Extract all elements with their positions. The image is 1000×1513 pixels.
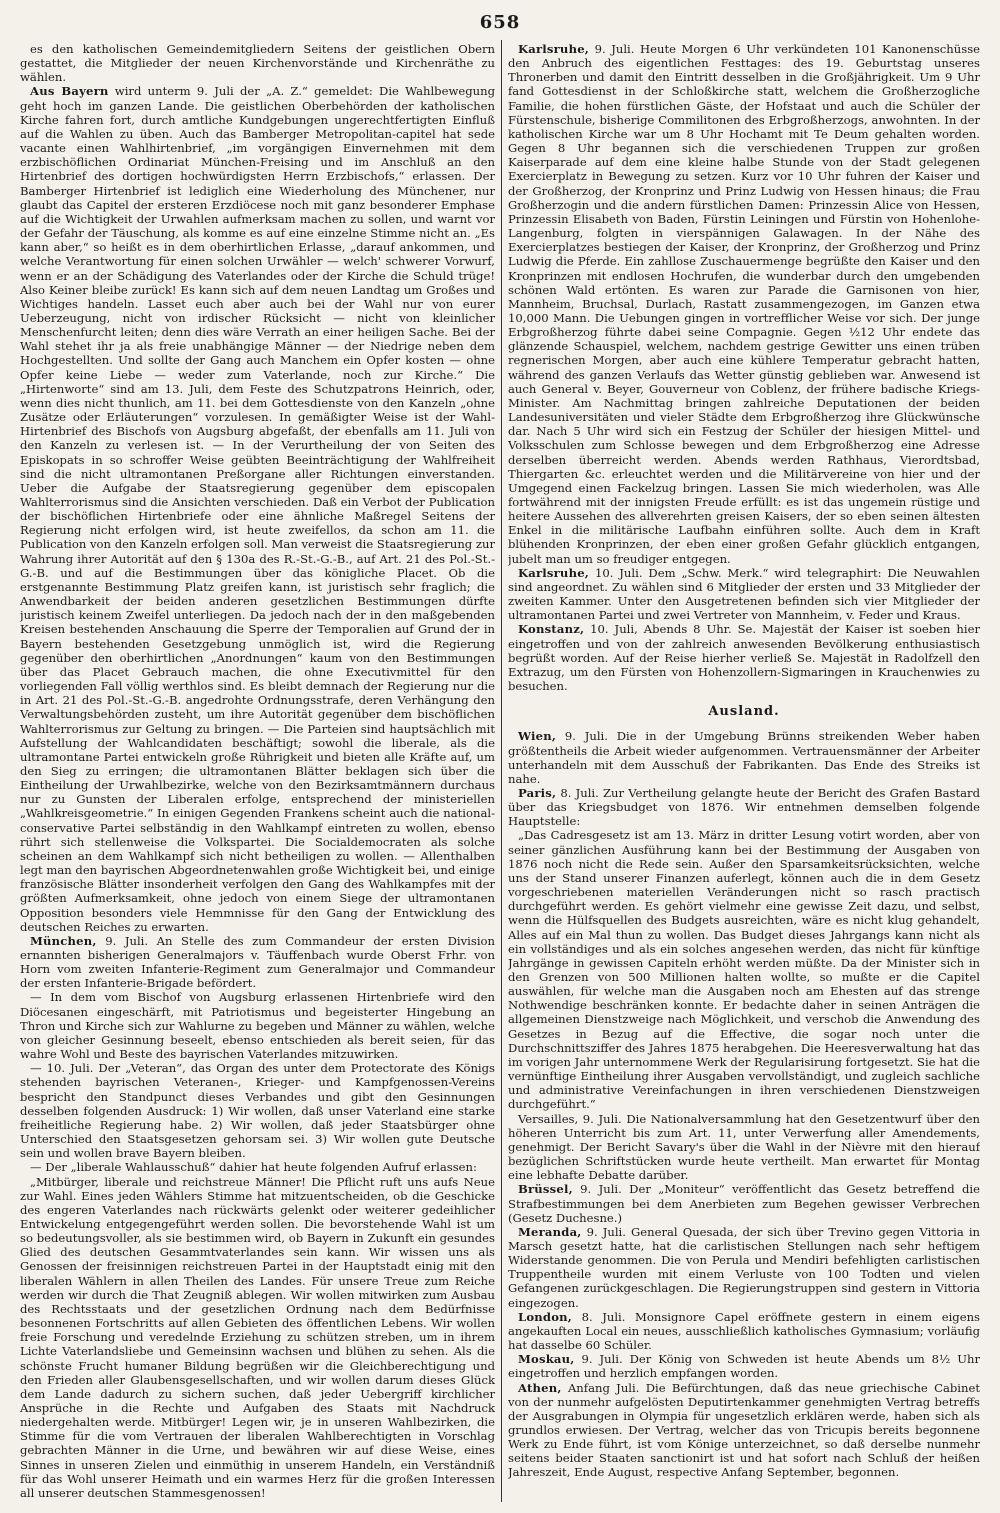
- article-paragraph: [20, 42, 495, 84]
- article-text: — 10. Juli. Der „Veteran“, das Organ des unter dem Protectorate des Königs stehenden bayrischen Veteranen-, Krieger- und Kampfgenossen-Vereins bespricht den Standpunct dieses Verbandes und gibt den Gesinnungen desselben folgenden Ausdruck: 1) Wir wollen, daß unser Vaterland eine starke freiheitliche Regierung habe. 2) Wir wollen, daß jeder Staatsbürger ohne Unterschied den Staatsgesetzen gehorsam sei. 3) Wir wollen gute Deutsche sein und wollen brave Bayern bleiben.: [20, 1061, 495, 1161]
- article-text: Versailles, 9. Juli. Die Nationalversammlung hat den Gesetzentwurf über den höheren Unterricht bis zum Art. 11, unter Verwerfung aller Amendements, genehmigt. Der Bericht Savary's über die Wahl in der Nièvre mit den hierauf bezüglichen Schriftstücken wurde heute vertheilt. Man erwartet für Montag eine lebhafte Debatte darüber.: [508, 1111, 980, 1183]
- article-dateline: Paris,: [518, 785, 557, 800]
- article-paragraph: [20, 934, 495, 991]
- article-paragraph: [508, 1381, 980, 1480]
- article-text: „Das Cadresgesetz ist am 13. März in dritter Lesung votirt worden, aber von seiner gänzlichen Ausführung kann bei der Bestimmung der Ausgaben von 1876 noch nicht die Rede sein. Außer den Sparsamkeitsrücksichten, welche uns der Stand unserer Finanzen auferlegt, können auch die in dem Gesetz vorgeschriebenen materiellen Veränderungen nicht so rasch practisch durchgeführt werden. Es gehört vielmehr eine gewisse Zeit dazu, und selbst, wenn die Hülfsquellen des Budgets ausreichten, wäre es nicht klug gehandelt, Alles auf ein Mal thun zu wollen. Das Budget dieses Jahrgangs kann nicht als ein vollständiges und als ein solches angesehen werden, das nicht für künftige Jahrgänge in gewissen Capiteln erhöht werden müßte. Da der Minister sich in den Grenzen von 500 Millionen halten wollte, so mußte er die Capitel auswählen, für welche man die Ausgaben noch am Ehesten auf das strenge Nothwendige beschränken konnte. Er bedachte daher in seinen Anträgen die allgemeinen Dienstzweige nach Möglichkeit, und verschob die Anwendung des Gesetzes in Bezug auf die Effective, die sogar noch unter die Durchschnittsziffer des Jahres 1875 herabgehen. Die Heeresverwaltung hat das im vorigen Jahr unternommene Werk der Regularisirung fortgesetzt. Sie hat die vernünftige Eintheilung ihrer Ausgaben vervollständigt, und zugleich sachliche und administrative Vereinfachungen in ihren verschiedenen Dienstzweigen durchgeführt.“: [508, 828, 980, 1112]
- page-number: 658: [479, 12, 521, 33]
- article-paragraph: [508, 1310, 980, 1352]
- article-paragraph: [20, 1160, 495, 1174]
- article-paragraph: [508, 729, 980, 786]
- article-text: — In dem vom Bischof von Augsburg erlassenen Hirtenbriefe wird den Diöcesanen eingeschärft, mit Patriotismus und begeisterter Hingebung an Thron und Kirche sich zur Wahlurne zu begeben und Männer zu wählen, welche von gleicher Gesinnung beseelt, ebenso entschieden als bereit seien, für das wahre Wohl und Beste des bayrischen Vaterlandes mitzuwirken.: [20, 990, 495, 1062]
- article-dateline: Moskau,: [518, 1352, 575, 1367]
- article-dateline: London,: [518, 1309, 573, 1324]
- article-text: 8. Juli. Zur Vertheilung gelangte heute der Bericht des Grafen Bastard über das Kriegsbudget von 1876. Wir entnehmen demselben folgende Hauptstelle:: [508, 785, 980, 829]
- article-text: es den katholischen Gemeindemitgliedern Seitens der geistlichen Obern gestattet, die Mitglieder der neuen Kirchenvorstände und Kirchenräthe zu wählen.: [20, 42, 495, 85]
- article-text: 9. Juli. Der König von Schweden ist heute Abends um 8½ Uhr eingetroffen und herzlich empfangen worden.: [508, 1352, 980, 1381]
- article-paragraph: [508, 1352, 980, 1380]
- article-paragraph: [20, 1175, 495, 1501]
- article-dateline: Karlsruhe,: [518, 42, 590, 56]
- article-dateline: Wien,: [518, 729, 557, 744]
- article-dateline: München,: [30, 933, 97, 948]
- article-dateline: Brüssel,: [518, 1182, 573, 1197]
- article-text: 8. Juli. Monsignore Capel eröffnete gestern in einem eigens angekauften Local ein neues, ausschließlich katholisches Gymnasium; vorläufig hat dasselbe 60 Schüler.: [508, 1309, 980, 1353]
- article-paragraph: [20, 1061, 495, 1160]
- article-text: wird unterm 9. Juli der „A. Z.“ gemeldet: Die Wahlbewegung geht hoch im ganzen Lande. Die geistlichen Oberbehörden der katholischen Kirche fahren fort, durch amtliche Kundgebungen ungerechtfertigten Einfluß auf die Wahlen zu üben. Auch das Bamberger Metropolitan-capitel hat sede vacante einen Wahlhirtenbrief, „im vorgängigen Einvernehmen mit dem erzbischöflichen Ordinariat München-Freising und im Anschluß an den Hirtenbrief des dortigen hochwürdigsten Herrn Erzbischofs,“ erlassen. Der Bamberger Hirtenbrief ist lediglich eine Wiederholung des Münchener, nur glaubt das Capitel der ersteren Erzdiöcese noch mit ganz besonderer Emphase auf die Wichtigkeit der Urwahlen aufmerksam machen zu sollen, und warnt vor der Gefahr der Täuschung, als komme es auf eine einzelne Stimme nicht an. „Es kann aber,“ so heißt es in dem oberhirtlichen Erlasse, „darauf ankommen, und welche Verantwortung für einen solchen Urwähler — welch' schwerer Vorwurf, wenn er an der Schädigung des Vaterlandes oder der Kirche die Schuld trüge! Also Keiner bleibe zurück! Es kann sich auf dem neuen Landtag um Großes und Wichtiges handeln. Lasset euch aber auch bei der Wahl nur von eurer Ueberzeugung, nicht von irdischer Rücksicht — nicht von kleinlicher Menschenfurcht leiten; denn dies wäre Verrath an einer heiligen Sache. Bei der Wahl stehet ihr ja als freie unabhängige Männer — der Niedrige neben dem Hochgestellten. Und sollte der Gang auch Manchem ein Opfer kosten — ohne Opfer keine Liebe — weder zum Vaterlande, noch zur Kirche.“ Die „Hirtenworte“ sind am 13. Juli, dem Feste des Schutzpatrons Heinrich, oder, wenn dies nicht thunlich, am 11. bei dem Gottesdienste von den Kanzeln „ohne Zusätze oder Erläuterungen“ vorzulesen. In gemäßigter Weise ist der Wahl-Hirtenbrief des Bischofs von Augsburg abgefaßt, der ebenfalls am 11. Juli von den Kanzeln zu verlesen ist. — In der Verurtheilung der von Seiten des Episkopats in so schroffer Weise geübten Beeinträchtigung der Wahlfreiheit sind die nicht ultramontanen Preßorgane aller Richtungen einverstanden. Ueber die Aufgabe der Staatsregierung gegenüber dem episcopalen Wahlterrorismus sind die Ansichten verschieden. Daß ein Verbot der Publication der bischöflichen Hirtenbriefe oder eine ähnliche Maßregel Seitens der Regierung nicht erfolgen wird, ist heute zweifellos, da schon am 11. die Publication von den Kanzeln erfolgen soll. Man verweist die Staatsregierung zur Wahrung ihrer Autorität auf den § 130a des R.-St.-G.-B., auf Art. 21 des Pol.-St.-G.-B. und auf die Bestimmungen über das königliche Placet. Ob die erstgenannte Bestimmung Platz greifen kann, ist juristisch sehr fraglich; die Anwendbarkeit der beiden anderen gesetzlichen Bestimmungen dürfte juristisch keinem Zweifel unterliegen. Da jedoch nach der in den maßgebenden Kreisen bestehenden Anschauung die Sperre der Temporalien auf Grund der in Bayern bestehenden Gesetzgebung unmöglich ist, wird die Regierung gegenüber den oberhirtlichen „Anordnungen“ kaum von den Bestimmungen über das Placet Gebrauch machen, die ohne Executivmittel für den vorliegenden Fall völlig werthlos sind. Es bleibt demnach der Regierung nur die in Art. 21 des Pol.-St.-G.-B. angedrohte Ordnungsstrafe, deren Verhängung den Verwaltungsbehörden zusteht, um ihre Autorität gegenüber dem bischöflichen Wahlterrorismus zur Geltung zu bringen. — Die Parteien sind hauptsächlich mit Aufstellung der Wahlcandidaten beschäftigt; sowohl die liberale, als die ultramontane Partei entwickeln große Rührigkeit und bieten alle Kräfte auf, um den Sieg zu erringen; die ultramontanen Blätter beklagen sich über die Eintheilung der Urwahlbezirke, welche von den Bezirksamtmännern durchaus nur zu Gunsten der Liberalen erfolge, entsprechend der ministeriellen „Wahlkreisgeometrie.“ In einigen Gegenden Frankens scheint auch die national-conservative Partei selbständig in den Wahlkampf eintreten zu wollen, ebenso rührt sich stellenweise die Volkspartei. Die Socialdemocraten als solche scheinen an dem Wahlkampf sich nicht betheiligen zu wollen. — Allenthalben legt man den bayrischen Abgeordnetenwahlen große Wichtigkeit bei, und einige französische Blätter insonderheit verfolgen den Gang des Wahlkampfes mit der größten Aufmerksamkeit, ohne jedoch von einem Siege der ultramontanen Opposition besonders viele Hemmnisse für den Gang der Entwicklung des deutschen Reiches zu erwarten.: [20, 84, 495, 934]
- article-dateline: Aus Bayern: [30, 84, 109, 99]
- article-paragraph: [508, 1225, 980, 1310]
- article-dateline: Meranda,: [518, 1224, 582, 1239]
- article-text: 9. Juli. Heute Morgen 6 Uhr verkündeten 101 Kanonenschüsse den Anbruch des eigentlichen Festtages: des 19. Geburtstag unseres Thronerben und damit den Eintritt desselben in die Großjährigkeit. Um 9 Uhr fand Gottesdienst in der Schloßkirche statt, welchem die Großherzogliche Familie, die hohen fürstlichen Gäste, der Hofstaat und auch die Schüler der Fürstenschule, bisherige Commilitonen des Erbgroßherzogs, anwohnten. In der katholischen Kirche war um 8 Uhr Hochamt mit Te Deum gehalten worden. Gegen 8 Uhr begannen sich die verschiedenen Truppen zur großen Kaiserparade auf dem eine kleine halbe Stunde von der Stadt gelegenen Exercierplatz in Bewegung zu setzen. Kurz vor 10 Uhr fuhren der Kaiser und der Großherzog, der Kronprinz und Prinz Ludwig von Hessen hinaus; die Frau Großherzogin und die andern fürstlichen Damen: Prinzessin Alice von Hessen, Prinzessin Elisabeth von Baden, Fürstin Leiningen und Fürstin von Hohenlohe-Langenburg, folgten in vierspännigen Galawagen. In der Nähe des Exercierplatzes bestiegen der Kaiser, der Kronprinz, der Großherzog und Prinz Ludwig die Pferde. Ein zahllose Zuschauermenge begrüßte den Kaiser und den Kronprinzen mit endlosen Hochrufen, die wunderbar durch den umgebenden schönen Wald ertönten. Es waren zur Parade die Garnisonen von hier, Mannheim, Bruchsal, Durlach, Rastatt zusammengezogen, im Ganzen etwa 10,000 Mann. Die Uebungen gingen in vortrefflicher Weise vor sich. Der junge Erbgroßherzog führte dabei seine Compagnie. Gegen ½12 Uhr endete das glänzende Schauspiel, welchem, nachdem gestrige Gewitter uns einen trüben regnerischen Morgen, aber auch eine kühlere Temperatur gebracht hatten, während des ganzen Verlaufs das Wetter günstig geblieben war. Anwesend ist auch General v. Beyer, Gouverneur von Coblenz, der frühere badische Kriegs-Minister. Am Nachmittag bringen zahlreiche Deputationen der beiden Landesuniversitäten und vieler Städte dem Erbgroßherzog ihre Glückwünsche dar. Nach 5 Uhr wird sich ein Festzug der Schüler der hiesigen Mittel- und Volksschulen zum Schlosse bewegen und dem Erbgroßherzog eine Adresse derselben überreicht werden. Abends werden Rathhaus, Vierordtsbad, Thiergarten &c. erleuchtet werden und die Militärvereine von hier und der Umgegend einen Fackelzug bringen. Lassen Sie mich wiederholen, was Alle fortwährend mit der innigsten Freude erfüllt: es ist das ungemein rüstige und heitere Aussehen des allverehrten greisen Kaisers, der so eben seinen ältesten Enkel in die militärische Laufbahn einführen sollte. Auch dem in Kraft blühenden Kronprinzen, der eben einer großen Gefahr glücklich entgangen, jubelt man um so freudiger entgegen.: [508, 42, 980, 566]
- article-paragraph: [508, 1182, 980, 1224]
- article-text: 10. Juli. Dem „Schw. Merk.“ wird telegraphirt: Die Neuwahlen sind angeordnet. Zu wählen sind 6 Mitglieder der ersten und 33 Mitglieder der zweiten Kammer. Unter den Ausgetretenen befinden sich vier Mitglieder der ultramontanen Partei und zwei Vertreter von Mannheim, v. Feder und Kraus.: [508, 565, 980, 623]
- article-paragraph: [508, 1112, 980, 1183]
- left-column: [20, 42, 495, 1502]
- article-paragraph: [20, 84, 495, 933]
- article-text: „Mitbürger, liberale und reichstreue Männer! Die Pflicht ruft uns aufs Neue zur Wahl. Eines jeden Wählers Stimme hat mitzuentscheiden, ob die Geschicke des engeren Vaterlandes nach rückwärts gelenkt oder weiterer gedeihlicher Entwickelung entgegengeführt werden sollen. Die bevorstehende Wahl ist um so bedeutungsvoller, als sie bestimmen wird, ob Bayern in Zukunft ein gesundes Glied des deutschen Gesammtvaterlandes sein kann. Wir wissen uns als Genossen der freisinnigen reichstreuen Partei in der Hauptstadt einig mit den liberalen Wählern in allen Theilen des Landes. Für unsere Treue zum Reiche werden wir durch die That Zeugniß ablegen. Wir wollen mitwirken zum Ausbau des Rechtsstaats und der gesetzlichen Ordnung nach dem Bedürfnisse besonnenen Fortschritts auf allen Gebieten des öffentlichen Lebens. Wir wollen freie Forschung und veredelnde Erziehung zu schützen streben, um in ihrem Lichte Vaterlandsliebe und Gemeinsinn wachsen und blühen zu sehen. Als die schönste Frucht humaner Bildung begrüßen wir die Gleichberechtigung und den Frieden aller Glaubensgesellschaften, und wir wollen darum dieses Glück dem Lande dadurch zu sichern suchen, daß jeder Uebergriff kirchlicher Ansprüche in die Rechte und Aufgaben des Staats mit Nachdruck niedergehalten werde. Mitbürger! Legen wir, je in unseren Wahlbezirken, die Stimme für die vom Vertrauen der liberalen Wahlberechtigten in Vorschlag gebrachten Männer in die Urne, und bewähren wir auf diese Weise, eines Sinnes in unseren Zielen und einmüthig in unserem Handeln, ein Verständniß für das Wohl unserer Heimath und ein warmes Herz für die großen Interessen all unserer deutschen Stammesgenossen!: [20, 1174, 495, 1500]
- article-paragraph: [508, 622, 980, 693]
- article-paragraph: [508, 566, 980, 623]
- article-text: — Der „liberale Wahlausschuß“ dahier hat heute folgenden Aufruf erlassen:: [30, 1160, 477, 1175]
- article-paragraph: [508, 42, 980, 566]
- article-dateline: Athen,: [518, 1380, 562, 1395]
- article-paragraph: [508, 828, 980, 1111]
- article-text: 9. Juli. Der „Moniteur“ veröffentlicht das Gesetz betreffend die Strafbestimmungen bei dem Anerbieten zum Begehen gewisser Verbrechen (Gesetz Duchesne.): [508, 1182, 980, 1225]
- column-divider: [501, 40, 502, 1502]
- article-paragraph: [20, 990, 495, 1061]
- section-title: Ausland.: [708, 704, 780, 720]
- article-text: 10. Juli, Abends 8 Uhr. Se. Majestät der Kaiser ist soeben hier eingetroffen und von der zahlreich anwesenden Bevölkerung enthusiastisch begrüßt worden. Auf der Reise hierher verließ Se. Majestät in Radolfzell den Extrazug, um den Fürsten von Hohenzollern-Sigmaringen in Krauchenwies zu besuchen.: [508, 622, 980, 694]
- article-text: 9. Juli. Die in der Umgebung Brünns streikenden Weber haben größtentheils die Arbeit wieder aufgenommen. Vertrauensmänner der Arbeiter unterhandeln mit dem Ausschuß der Fabrikanten. Das Ende des Streiks ist nahe.: [508, 729, 980, 786]
- right-column: [508, 42, 980, 1502]
- article-text: 9. Juli. An Stelle des zum Commandeur der ersten Division ernannten bisherigen Generalmajors v. Täuffenbach wurde Oberst Frhr. von Horn vom zweiten Infanterie-Regiment zum Generalmajor und Commandeur der ersten Infanterie-Brigade befördert.: [20, 933, 495, 991]
- article-dateline: Karlsruhe,: [518, 565, 590, 580]
- article-paragraph: [508, 786, 980, 828]
- article-text: 9. Juli. General Quesada, der sich über Trevino gegen Vittoria in Marsch gesetzt hatte, hat die carlistischen Stellungen nach sehr heftigem Widerstande genommen. Die von Perula und Mendiri befehligten carlistischen Truppentheile wurden mit einem Verluste von 100 Todten und vielen Gefangenen zurückgeschlagen. Die Regierungstruppen sind gestern in Vittoria eingezogen.: [508, 1224, 980, 1310]
- article-dateline: Konstanz,: [518, 622, 585, 637]
- article-text: Anfang Juli. Die Befürchtungen, daß das neue griechische Cabinet von der nunmehr aufgelösten Deputirtenkammer genehmigten Vertrag betreffs der Ausgrabungen in Olympia für ungesetzlich erklären werde, haben sich als grundlos erwiesen. Der Vertrag, welcher das von Tricupis bereits begonnene Werk zu Ende führt, ist vom Könige unterzeichnet, so daß derselbe nunmehr seitens beider Staaten sanctionirt ist und hat sofort nach Schluß der heißen Jahreszeit, Ende August, respective Anfang September, begonnen.: [508, 1380, 980, 1480]
